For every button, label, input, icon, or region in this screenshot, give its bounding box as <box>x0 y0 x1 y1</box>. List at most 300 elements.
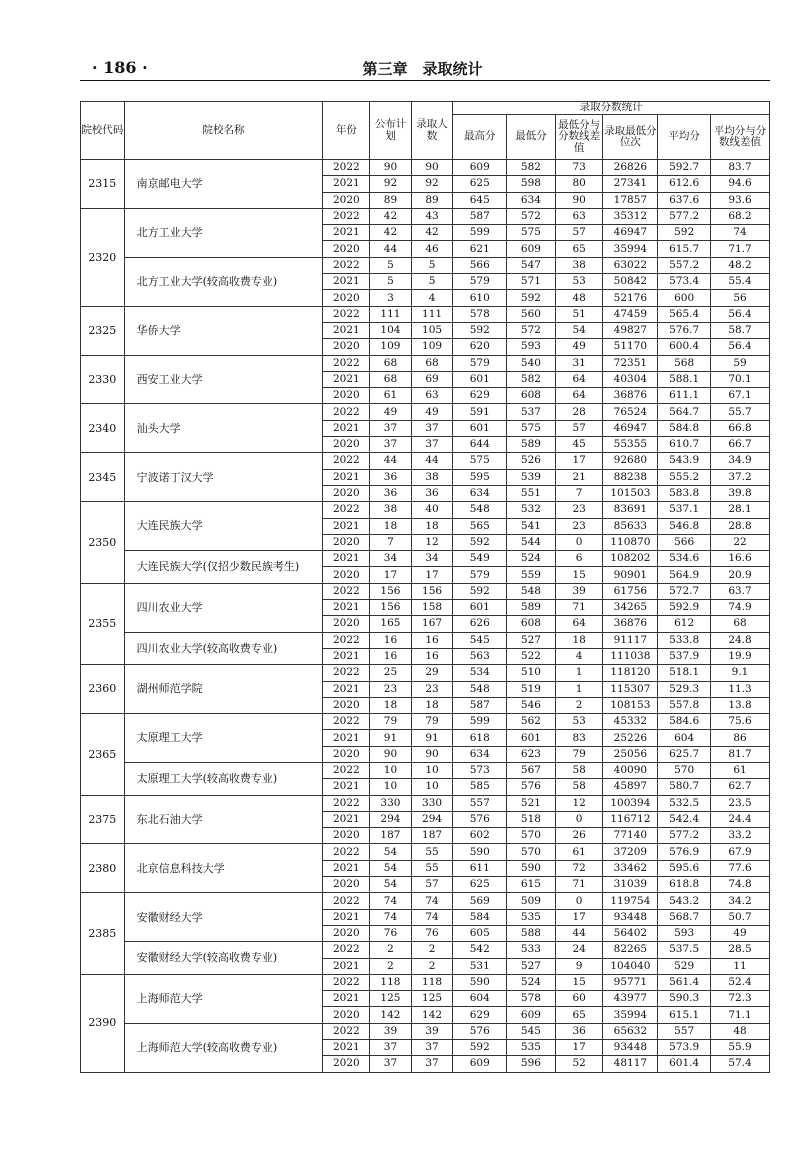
cell-plan: 49 <box>370 404 412 420</box>
school-code: 2390 <box>81 974 125 1072</box>
cell-rank: 35994 <box>603 1007 658 1023</box>
cell-min-diff: 1 <box>555 665 603 681</box>
cell-max: 602 <box>453 828 507 844</box>
cell-avg-diff: 55.9 <box>711 1040 770 1056</box>
cell-rank: 45332 <box>603 714 658 730</box>
cell-max: 595 <box>453 469 507 485</box>
cell-year: 2021 <box>323 420 370 436</box>
cell-admit: 68 <box>411 355 453 371</box>
cell-min: 623 <box>507 746 556 762</box>
cell-max: 587 <box>453 208 507 224</box>
cell-min: 527 <box>507 632 556 648</box>
cell-plan: 68 <box>370 371 412 387</box>
cell-year: 2021 <box>323 991 370 1007</box>
cell-min: 615 <box>507 877 556 893</box>
cell-min-diff: 79 <box>555 746 603 762</box>
cell-avg: 537.1 <box>658 502 711 518</box>
cell-year: 2021 <box>323 518 370 534</box>
cell-avg-diff: 56.4 <box>711 339 770 355</box>
cell-min: 589 <box>507 600 556 616</box>
cell-rank: 46947 <box>603 420 658 436</box>
col-group: 录取分数统计 <box>453 102 770 115</box>
cell-avg-diff: 74.9 <box>711 600 770 616</box>
cell-admit: 167 <box>411 616 453 632</box>
cell-min: 535 <box>507 909 556 925</box>
cell-avg: 546.8 <box>658 518 711 534</box>
cell-year: 2022 <box>323 762 370 778</box>
cell-avg-diff: 58.7 <box>711 322 770 338</box>
cell-rank: 17857 <box>603 192 658 208</box>
cell-max: 590 <box>453 844 507 860</box>
cell-max: 579 <box>453 274 507 290</box>
cell-rank: 93448 <box>603 1040 658 1056</box>
cell-avg: 573.4 <box>658 274 711 290</box>
col-avg-diff: 平均分与分数线差值 <box>711 115 770 160</box>
cell-min: 509 <box>507 893 556 909</box>
cell-rank: 111038 <box>603 648 658 664</box>
cell-min: 551 <box>507 485 556 501</box>
cell-rank: 51170 <box>603 339 658 355</box>
cell-max: 634 <box>453 746 507 762</box>
cell-rank: 95771 <box>603 974 658 990</box>
cell-plan: 36 <box>370 485 412 501</box>
cell-year: 2020 <box>323 437 370 453</box>
table-row <box>81 844 770 860</box>
cell-year: 2022 <box>323 257 370 273</box>
table-row <box>81 583 770 599</box>
school-name: 上海师范大学 <box>124 974 323 1023</box>
cell-avg: 595.6 <box>658 860 711 876</box>
cell-min: 562 <box>507 714 556 730</box>
cell-year: 2021 <box>323 958 370 974</box>
cell-min: 592 <box>507 290 556 306</box>
table-row <box>81 306 770 322</box>
cell-max: 548 <box>453 681 507 697</box>
cell-min: 537 <box>507 404 556 420</box>
cell-rank: 91117 <box>603 632 658 648</box>
cell-min: 524 <box>507 551 556 567</box>
cell-admit: 18 <box>411 518 453 534</box>
table-row <box>81 257 770 273</box>
cell-admit: 4 <box>411 290 453 306</box>
cell-avg: 618.8 <box>658 877 711 893</box>
cell-min: 608 <box>507 616 556 632</box>
cell-rank: 85633 <box>603 518 658 534</box>
cell-rank: 25056 <box>603 746 658 762</box>
cell-avg-diff: 28.5 <box>711 942 770 958</box>
cell-min-diff: 21 <box>555 469 603 485</box>
cell-min-diff: 65 <box>555 241 603 257</box>
cell-admit: 105 <box>411 322 453 338</box>
table-row <box>81 404 770 420</box>
cell-min-diff: 28 <box>555 404 603 420</box>
cell-avg-diff: 55.7 <box>711 404 770 420</box>
cell-admit: 16 <box>411 632 453 648</box>
cell-min: 518 <box>507 811 556 827</box>
cell-avg: 518.1 <box>658 665 711 681</box>
school-code: 2375 <box>81 795 125 844</box>
cell-avg: 532.5 <box>658 795 711 811</box>
cell-min: 522 <box>507 648 556 664</box>
cell-avg: 592 <box>658 225 711 241</box>
cell-admit: 294 <box>411 811 453 827</box>
cell-plan: 16 <box>370 648 412 664</box>
cell-admit: 10 <box>411 779 453 795</box>
cell-min: 582 <box>507 160 556 176</box>
cell-max: 592 <box>453 534 507 550</box>
cell-plan: 23 <box>370 681 412 697</box>
cell-plan: 5 <box>370 257 412 273</box>
school-name: 北京信息科技大学 <box>124 844 323 893</box>
cell-avg-diff: 75.6 <box>711 714 770 730</box>
cell-avg-diff: 20.9 <box>711 567 770 583</box>
cell-min-diff: 83 <box>555 730 603 746</box>
cell-min-diff: 57 <box>555 420 603 436</box>
table-row <box>81 502 770 518</box>
cell-admit: 57 <box>411 877 453 893</box>
cell-rank: 108153 <box>603 697 658 713</box>
cell-year: 2021 <box>323 1040 370 1056</box>
cell-min: 524 <box>507 974 556 990</box>
school-code: 2385 <box>81 893 125 974</box>
cell-rank: 92680 <box>603 453 658 469</box>
cell-avg: 604 <box>658 730 711 746</box>
cell-plan: 18 <box>370 697 412 713</box>
cell-rank: 72351 <box>603 355 658 371</box>
cell-avg-diff: 24.4 <box>711 811 770 827</box>
cell-max: 601 <box>453 371 507 387</box>
cell-year: 2020 <box>323 388 370 404</box>
cell-avg: 543.2 <box>658 893 711 909</box>
cell-avg: 564.7 <box>658 404 711 420</box>
col-min: 最低分 <box>507 115 556 160</box>
school-code: 2320 <box>81 208 125 306</box>
school-name: 湖州师范学院 <box>124 665 323 714</box>
cell-admit: 74 <box>411 909 453 925</box>
table-row <box>81 942 770 958</box>
cell-rank: 45897 <box>603 779 658 795</box>
cell-year: 2022 <box>323 795 370 811</box>
cell-max: 601 <box>453 420 507 436</box>
cell-max: 534 <box>453 665 507 681</box>
cell-plan: 54 <box>370 877 412 893</box>
cell-year: 2021 <box>323 371 370 387</box>
school-code: 2330 <box>81 355 125 404</box>
cell-year: 2020 <box>323 828 370 844</box>
cell-rank: 104040 <box>603 958 658 974</box>
cell-admit: 37 <box>411 1056 453 1072</box>
cell-avg-diff: 63.7 <box>711 583 770 599</box>
cell-year: 2022 <box>323 208 370 224</box>
cell-admit: 142 <box>411 1007 453 1023</box>
cell-avg: 625.7 <box>658 746 711 762</box>
cell-avg-diff: 71.7 <box>711 241 770 257</box>
cell-max: 610 <box>453 290 507 306</box>
cell-year: 2022 <box>323 714 370 730</box>
cell-avg-diff: 52.4 <box>711 974 770 990</box>
cell-min: 608 <box>507 388 556 404</box>
cell-min-diff: 26 <box>555 828 603 844</box>
cell-year: 2021 <box>323 469 370 485</box>
cell-avg: 584.8 <box>658 420 711 436</box>
cell-rank: 93448 <box>603 909 658 925</box>
school-code: 2350 <box>81 502 125 583</box>
cell-admit: 2 <box>411 958 453 974</box>
cell-min: 567 <box>507 762 556 778</box>
cell-min: 548 <box>507 583 556 599</box>
cell-plan: 54 <box>370 860 412 876</box>
cell-min-diff: 60 <box>555 991 603 1007</box>
cell-admit: 156 <box>411 583 453 599</box>
cell-admit: 125 <box>411 991 453 1007</box>
cell-admit: 74 <box>411 893 453 909</box>
cell-admit: 111 <box>411 306 453 322</box>
cell-avg-diff: 57.4 <box>711 1056 770 1072</box>
cell-avg-diff: 83.7 <box>711 160 770 176</box>
cell-avg: 572.7 <box>658 583 711 599</box>
page-number: · 186 · <box>92 58 148 77</box>
cell-avg-diff: 28.8 <box>711 518 770 534</box>
school-name: 南京邮电大学 <box>124 160 323 209</box>
cell-min: 540 <box>507 355 556 371</box>
cell-min-diff: 0 <box>555 811 603 827</box>
cell-year: 2021 <box>323 730 370 746</box>
table-row <box>81 453 770 469</box>
cell-min-diff: 71 <box>555 600 603 616</box>
cell-min: 544 <box>507 534 556 550</box>
cell-rank: 83691 <box>603 502 658 518</box>
cell-year: 2020 <box>323 290 370 306</box>
cell-avg: 565.4 <box>658 306 711 322</box>
cell-avg-diff: 24.8 <box>711 632 770 648</box>
cell-plan: 156 <box>370 583 412 599</box>
cell-admit: 40 <box>411 502 453 518</box>
col-code: 院校代码 <box>81 102 125 160</box>
cell-min: 634 <box>507 192 556 208</box>
cell-max: 531 <box>453 958 507 974</box>
cell-rank: 35312 <box>603 208 658 224</box>
cell-rank: 115307 <box>603 681 658 697</box>
cell-max: 549 <box>453 551 507 567</box>
table-row <box>81 208 770 224</box>
cell-min-diff: 31 <box>555 355 603 371</box>
cell-rank: 47459 <box>603 306 658 322</box>
cell-rank: 34265 <box>603 600 658 616</box>
cell-year: 2020 <box>323 485 370 501</box>
table-row <box>81 551 770 567</box>
school-code: 2315 <box>81 160 125 209</box>
cell-rank: 43977 <box>603 991 658 1007</box>
cell-min: 576 <box>507 779 556 795</box>
cell-max: 542 <box>453 942 507 958</box>
cell-min-diff: 64 <box>555 371 603 387</box>
cell-min-diff: 6 <box>555 551 603 567</box>
cell-avg: 615.1 <box>658 1007 711 1023</box>
school-name: 西安工业大学 <box>124 355 323 404</box>
cell-admit: 37 <box>411 437 453 453</box>
cell-avg-diff: 48 <box>711 1023 770 1039</box>
school-name: 北方工业大学(较高收费专业) <box>124 257 323 306</box>
cell-admit: 12 <box>411 534 453 550</box>
cell-avg-diff: 68.2 <box>711 208 770 224</box>
cell-avg: 576.7 <box>658 322 711 338</box>
cell-min: 527 <box>507 958 556 974</box>
cell-avg-diff: 59 <box>711 355 770 371</box>
cell-min-diff: 58 <box>555 762 603 778</box>
cell-avg-diff: 33.2 <box>711 828 770 844</box>
cell-avg-diff: 93.6 <box>711 192 770 208</box>
cell-avg: 543.9 <box>658 453 711 469</box>
cell-admit: 23 <box>411 681 453 697</box>
cell-min: 539 <box>507 469 556 485</box>
cell-admit: 10 <box>411 762 453 778</box>
cell-max: 579 <box>453 355 507 371</box>
cell-avg: 612 <box>658 616 711 632</box>
cell-admit: 37 <box>411 420 453 436</box>
cell-max: 592 <box>453 583 507 599</box>
cell-year: 2021 <box>323 909 370 925</box>
cell-min-diff: 39 <box>555 583 603 599</box>
cell-avg: 542.4 <box>658 811 711 827</box>
cell-avg-diff: 81.7 <box>711 746 770 762</box>
school-code: 2345 <box>81 453 125 502</box>
cell-admit: 17 <box>411 567 453 583</box>
cell-max: 605 <box>453 925 507 941</box>
cell-rank: 52176 <box>603 290 658 306</box>
cell-max: 634 <box>453 485 507 501</box>
cell-rank: 26826 <box>603 160 658 176</box>
cell-admit: 5 <box>411 274 453 290</box>
cell-year: 2022 <box>323 306 370 322</box>
cell-plan: 74 <box>370 893 412 909</box>
cell-plan: 125 <box>370 991 412 1007</box>
cell-avg-diff: 72.3 <box>711 991 770 1007</box>
cell-avg: 611.1 <box>658 388 711 404</box>
cell-avg: 593 <box>658 925 711 941</box>
cell-avg-diff: 23.5 <box>711 795 770 811</box>
cell-avg: 557.8 <box>658 697 711 713</box>
cell-min: 510 <box>507 665 556 681</box>
cell-avg: 637.6 <box>658 192 711 208</box>
cell-min-diff: 17 <box>555 453 603 469</box>
col-rank: 录取最低分位次 <box>603 115 658 160</box>
cell-avg-diff: 22 <box>711 534 770 550</box>
cell-min-diff: 52 <box>555 1056 603 1072</box>
cell-min: 559 <box>507 567 556 583</box>
cell-plan: 91 <box>370 730 412 746</box>
cell-min-diff: 51 <box>555 306 603 322</box>
cell-avg: 555.2 <box>658 469 711 485</box>
cell-plan: 187 <box>370 828 412 844</box>
cell-avg: 537.9 <box>658 648 711 664</box>
cell-rank: 35994 <box>603 241 658 257</box>
cell-avg-diff: 37.2 <box>711 469 770 485</box>
cell-plan: 37 <box>370 1056 412 1072</box>
cell-year: 2022 <box>323 404 370 420</box>
cell-year: 2020 <box>323 746 370 762</box>
cell-rank: 40090 <box>603 762 658 778</box>
col-admit: 录取人数 <box>411 102 453 160</box>
cell-admit: 5 <box>411 257 453 273</box>
cell-avg: 564.9 <box>658 567 711 583</box>
cell-max: 611 <box>453 860 507 876</box>
cell-max: 604 <box>453 991 507 1007</box>
cell-plan: 17 <box>370 567 412 583</box>
cell-plan: 36 <box>370 469 412 485</box>
col-min-diff: 最低分与分数线差值 <box>555 115 603 160</box>
cell-avg: 529 <box>658 958 711 974</box>
cell-min: 572 <box>507 322 556 338</box>
cell-rank: 65632 <box>603 1023 658 1039</box>
cell-plan: 165 <box>370 616 412 632</box>
cell-plan: 25 <box>370 665 412 681</box>
cell-avg: 592.9 <box>658 600 711 616</box>
cell-rank: 118120 <box>603 665 658 681</box>
cell-year: 2022 <box>323 974 370 990</box>
cell-avg-diff: 56.4 <box>711 306 770 322</box>
cell-avg-diff: 50.7 <box>711 909 770 925</box>
cell-min: 575 <box>507 420 556 436</box>
cell-plan: 109 <box>370 339 412 355</box>
cell-plan: 89 <box>370 192 412 208</box>
cell-avg-diff: 28.1 <box>711 502 770 518</box>
school-name: 大连民族大学 <box>124 502 323 551</box>
cell-plan: 118 <box>370 974 412 990</box>
cell-rank: 36876 <box>603 616 658 632</box>
cell-year: 2020 <box>323 616 370 632</box>
cell-plan: 104 <box>370 322 412 338</box>
cell-rank: 110870 <box>603 534 658 550</box>
cell-year: 2021 <box>323 681 370 697</box>
cell-min-diff: 57 <box>555 225 603 241</box>
cell-plan: 7 <box>370 534 412 550</box>
cell-rank: 37209 <box>603 844 658 860</box>
school-name: 安徽财经大学(较高收费专业) <box>124 942 323 975</box>
cell-min-diff: 17 <box>555 909 603 925</box>
cell-max: 545 <box>453 632 507 648</box>
cell-avg-diff: 70.1 <box>711 371 770 387</box>
cell-min-diff: 72 <box>555 860 603 876</box>
school-code: 2355 <box>81 583 125 664</box>
cell-avg: 580.7 <box>658 779 711 795</box>
table-row <box>81 795 770 811</box>
cell-min-diff: 17 <box>555 1040 603 1056</box>
school-name: 汕头大学 <box>124 404 323 453</box>
cell-rank: 108202 <box>603 551 658 567</box>
header-rule <box>80 80 770 81</box>
cell-avg-diff: 66.8 <box>711 420 770 436</box>
cell-max: 599 <box>453 714 507 730</box>
cell-rank: 100394 <box>603 795 658 811</box>
cell-year: 2021 <box>323 176 370 192</box>
cell-year: 2020 <box>323 697 370 713</box>
cell-admit: 38 <box>411 469 453 485</box>
cell-plan: 68 <box>370 355 412 371</box>
cell-admit: 69 <box>411 371 453 387</box>
cell-min: 519 <box>507 681 556 697</box>
cell-min: 571 <box>507 274 556 290</box>
cell-admit: 43 <box>411 208 453 224</box>
cell-year: 2022 <box>323 942 370 958</box>
cell-admit: 330 <box>411 795 453 811</box>
cell-avg-diff: 62.7 <box>711 779 770 795</box>
cell-rank: 63022 <box>603 257 658 273</box>
cell-avg: 576.9 <box>658 844 711 860</box>
cell-avg-diff: 67.9 <box>711 844 770 860</box>
cell-min: 570 <box>507 828 556 844</box>
cell-plan: 142 <box>370 1007 412 1023</box>
cell-admit: 158 <box>411 600 453 616</box>
